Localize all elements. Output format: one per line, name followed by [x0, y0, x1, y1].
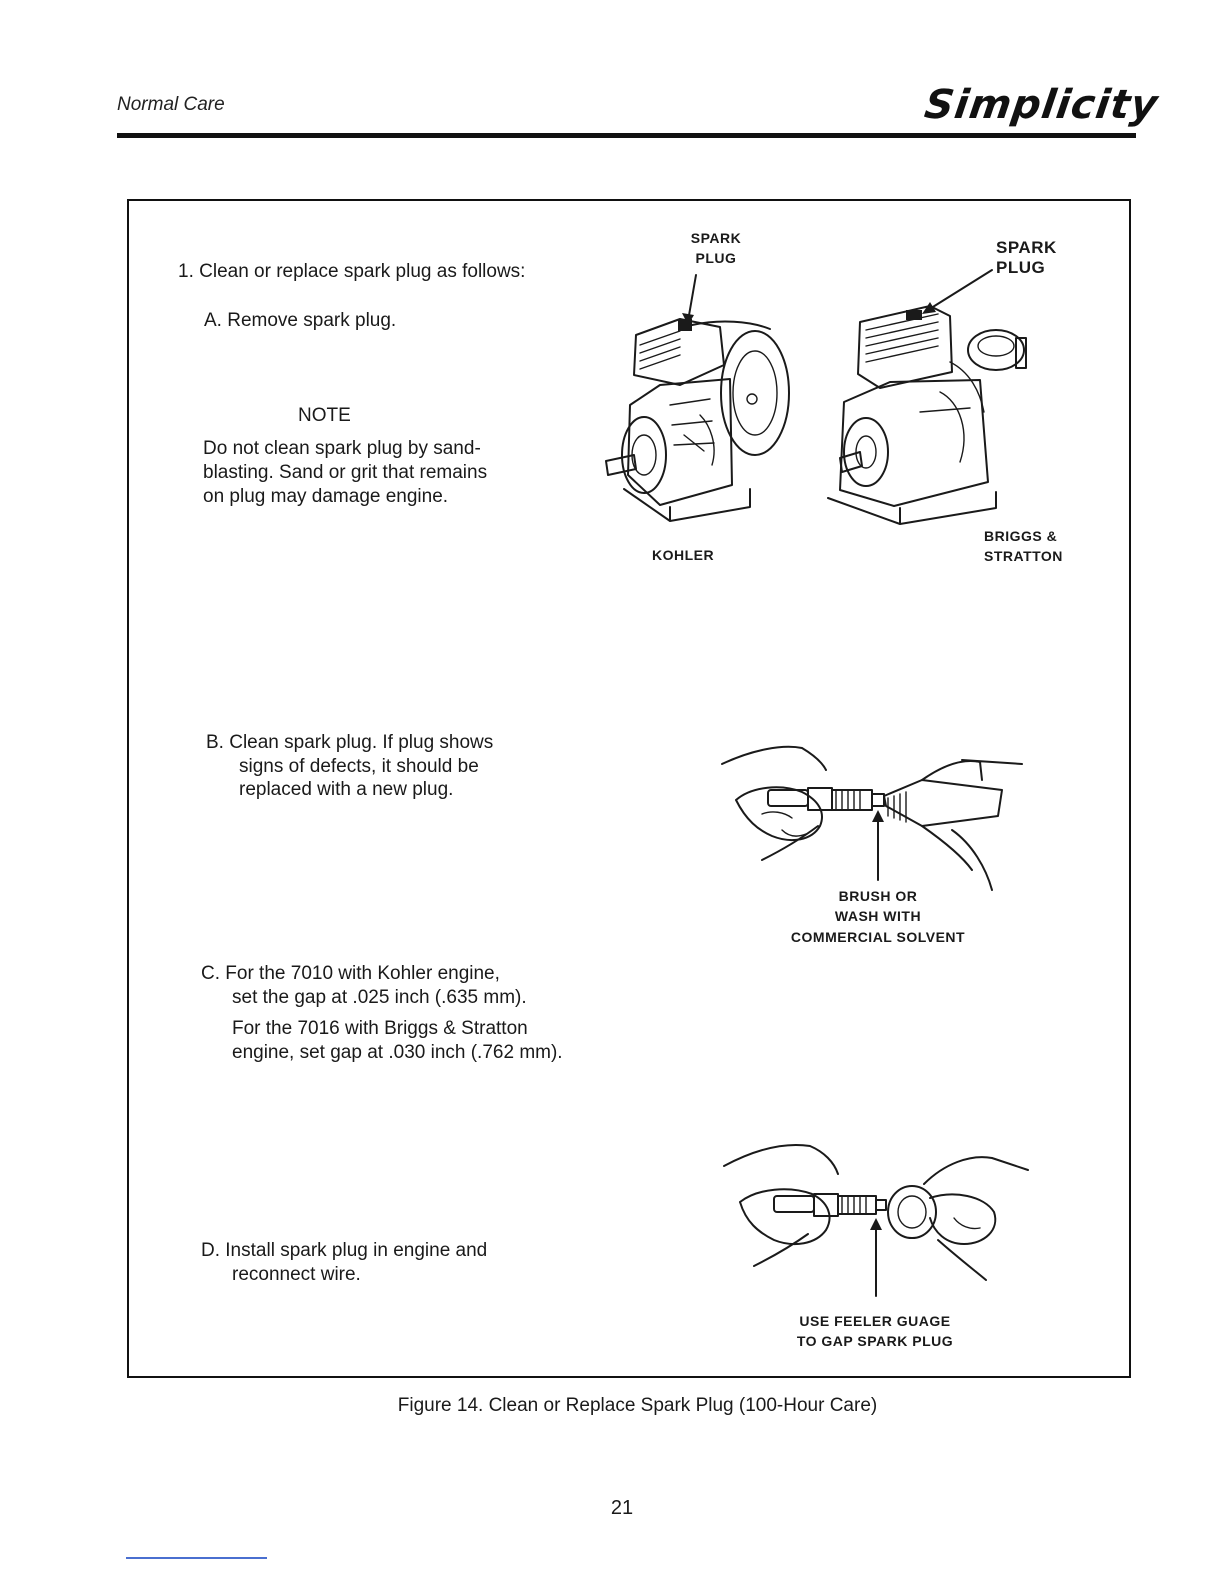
step-b-line-3: replaced with a new plug.: [239, 779, 454, 800]
step-c-line-1: C. For the 7010 with Kohler engine,: [201, 963, 500, 984]
brush-label-2: WASH WITH: [834, 908, 922, 924]
note-title: NOTE: [298, 405, 351, 426]
brand-logo: Simplicity: [921, 82, 1162, 128]
kohler-engine-illustration: [600, 275, 800, 545]
feeler-gauge-illustration: [724, 1140, 1034, 1310]
feeler-label-2: TO GAP SPARK PLUG: [796, 1333, 954, 1349]
step-1: 1. Clean or replace spark plug as follows:: [178, 261, 526, 282]
note-line-3: on plug may damage engine.: [203, 486, 449, 507]
step-a: A. Remove spark plug.: [204, 310, 397, 331]
kohler-spark-label-1: SPARK: [690, 230, 742, 246]
step-d-line-1: D. Install spark plug in engine and: [201, 1240, 488, 1261]
step-b-line-2: signs of defects, it should be: [239, 756, 479, 777]
feeler-label-1: USE FEELER GUAGE: [799, 1313, 951, 1329]
step-c-line-4: engine, set gap at .030 inch (.762 mm).: [232, 1042, 563, 1063]
brush-cleaning-illustration: [722, 740, 1032, 900]
step-b-line-1: B. Clean spark plug. If plug shows: [206, 732, 494, 753]
section-title: Normal Care: [117, 94, 225, 115]
briggs-spark-label-1: SPARK: [996, 238, 1057, 257]
briggs-label-1: BRIGGS &: [984, 528, 1058, 544]
page-number: 21: [610, 1497, 634, 1519]
bottom-link-bar: [126, 1557, 267, 1559]
header-rule: [117, 133, 1136, 138]
brush-label-1: BRUSH OR: [838, 888, 918, 904]
briggs-label-2: STRATTON: [984, 548, 1063, 564]
kohler-spark-label-2: PLUG: [695, 250, 737, 266]
step-c-line-3: For the 7016 with Briggs & Stratton: [232, 1018, 528, 1039]
brush-label-3: COMMERCIAL SOLVENT: [790, 929, 966, 945]
note-line-1: Do not clean spark plug by sand-: [203, 438, 481, 459]
note-line-2: blasting. Sand or grit that remains: [203, 462, 488, 483]
figure-caption: Figure 14. Clean or Replace Spark Plug (100-Hour Care): [397, 1395, 878, 1416]
briggs-engine-illustration: [820, 262, 1040, 552]
step-d-line-2: reconnect wire.: [232, 1264, 361, 1285]
step-c-line-2: set the gap at .025 inch (.635 mm).: [232, 987, 527, 1008]
briggs-spark-label-2: PLUG: [996, 258, 1046, 277]
kohler-label: KOHLER: [652, 547, 715, 563]
